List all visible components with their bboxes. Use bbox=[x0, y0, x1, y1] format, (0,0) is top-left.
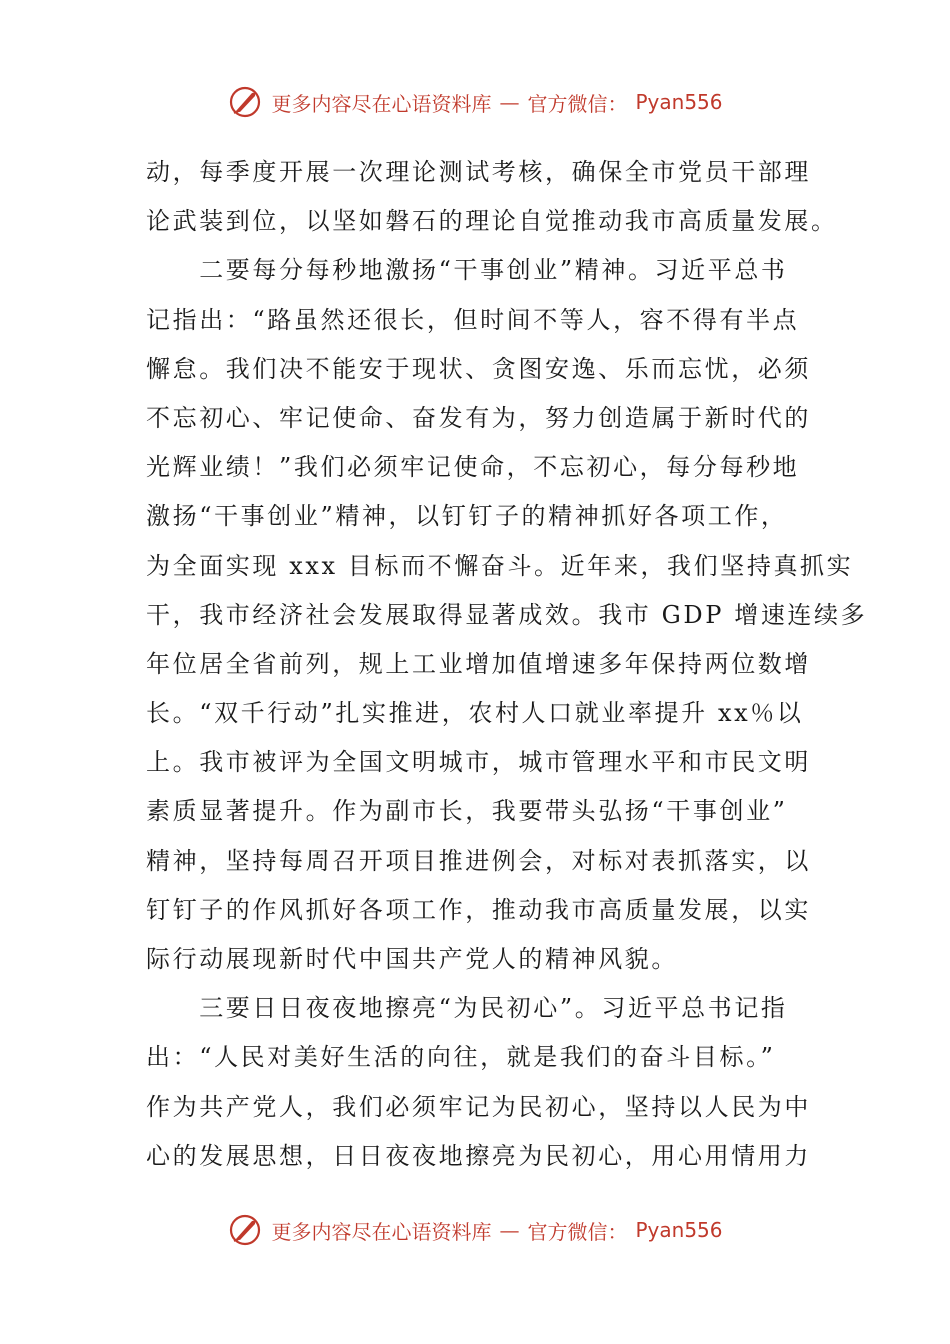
text-line: 激扬“干事创业”精神，以钉钉子的精神抓好各项工作， bbox=[146, 502, 788, 531]
text-line: 干，我市经济社会发展取得显著成效。我市 GDP 增速连续多 bbox=[146, 600, 868, 629]
wechat-id: Pyan556 bbox=[635, 90, 723, 114]
pen-feather-logo-icon bbox=[227, 1212, 263, 1248]
wechat-id: Pyan556 bbox=[635, 1218, 723, 1242]
text-line: 动，每季度开展一次理论测试考核，确保全市党员干部理 bbox=[146, 158, 811, 186]
text-line: 长。“双千行动”扎实推进，农村人口就业率提升 xx％以 bbox=[146, 699, 804, 728]
document-body bbox=[146, 148, 868, 1181]
text-line: 论武装到位，以坚如磐石的理论自觉推动我市高质量发展。 bbox=[146, 207, 838, 236]
text-line: 出：“人民对美好生活的向往，就是我们的奋斗目标。” bbox=[146, 1043, 776, 1072]
text-line: 为全面实现 xxx 目标而不懈奋斗。近年来，我们坚持真抓实 bbox=[146, 551, 854, 580]
official-wechat-label: 官方微信： bbox=[527, 91, 628, 116]
text-line: 二要每分每秒地激扬“干事创业”精神。习近平总书 bbox=[146, 256, 788, 285]
official-wechat-label: 官方微信： bbox=[527, 1219, 628, 1244]
pen-feather-logo-icon bbox=[227, 84, 263, 120]
footer-banner bbox=[0, 1210, 950, 1250]
text-line: 懈怠。我们决不能安于现状、贪图安逸、乐而忘忧，必须 bbox=[146, 354, 811, 383]
text-line: 钉钉子的作风抓好各项工作，推动我市高质量发展，以实 bbox=[146, 895, 811, 924]
separator-dash: — bbox=[499, 90, 520, 114]
text-line: 三要日日夜夜地擦亮“为民初心”。习近平总书记指 bbox=[146, 994, 788, 1023]
text-line: 上。我市被评为全国文明城市，城市管理水平和市民文明 bbox=[146, 748, 811, 777]
text-line: 精神，坚持每周召开项目推进例会，对标对表抓落实，以 bbox=[146, 846, 811, 875]
text-line: 素质显著提升。作为副市长，我要带头弘扬“干事创业” bbox=[146, 797, 788, 826]
header-banner bbox=[0, 82, 950, 122]
brand-text: 更多内容尽在心语资料库 bbox=[271, 91, 492, 116]
text-line: 年位居全省前列，规上工业增加值增速多年保持两位数增 bbox=[146, 649, 811, 678]
separator-dash: — bbox=[499, 1218, 520, 1242]
text-line: 作为共产党人，我们必须牢记为民初心，坚持以人民为中 bbox=[146, 1092, 811, 1121]
text-line: 光辉业绩！”我们必须牢记使命，不忘初心，每分每秒地 bbox=[146, 453, 800, 482]
text-line: 际行动展现新时代中国共产党人的精神风貌。 bbox=[146, 945, 678, 973]
text-line: 不忘初心、牢记使命、奋发有为，努力创造属于新时代的 bbox=[146, 403, 811, 432]
brand-text: 更多内容尽在心语资料库 bbox=[271, 1219, 492, 1244]
text-line: 心的发展思想，日日夜夜地擦亮为民初心，用心用情用力 bbox=[146, 1141, 811, 1170]
text-line: 记指出：“路虽然还很长，但时间不等人，容不得有半点 bbox=[146, 305, 800, 334]
